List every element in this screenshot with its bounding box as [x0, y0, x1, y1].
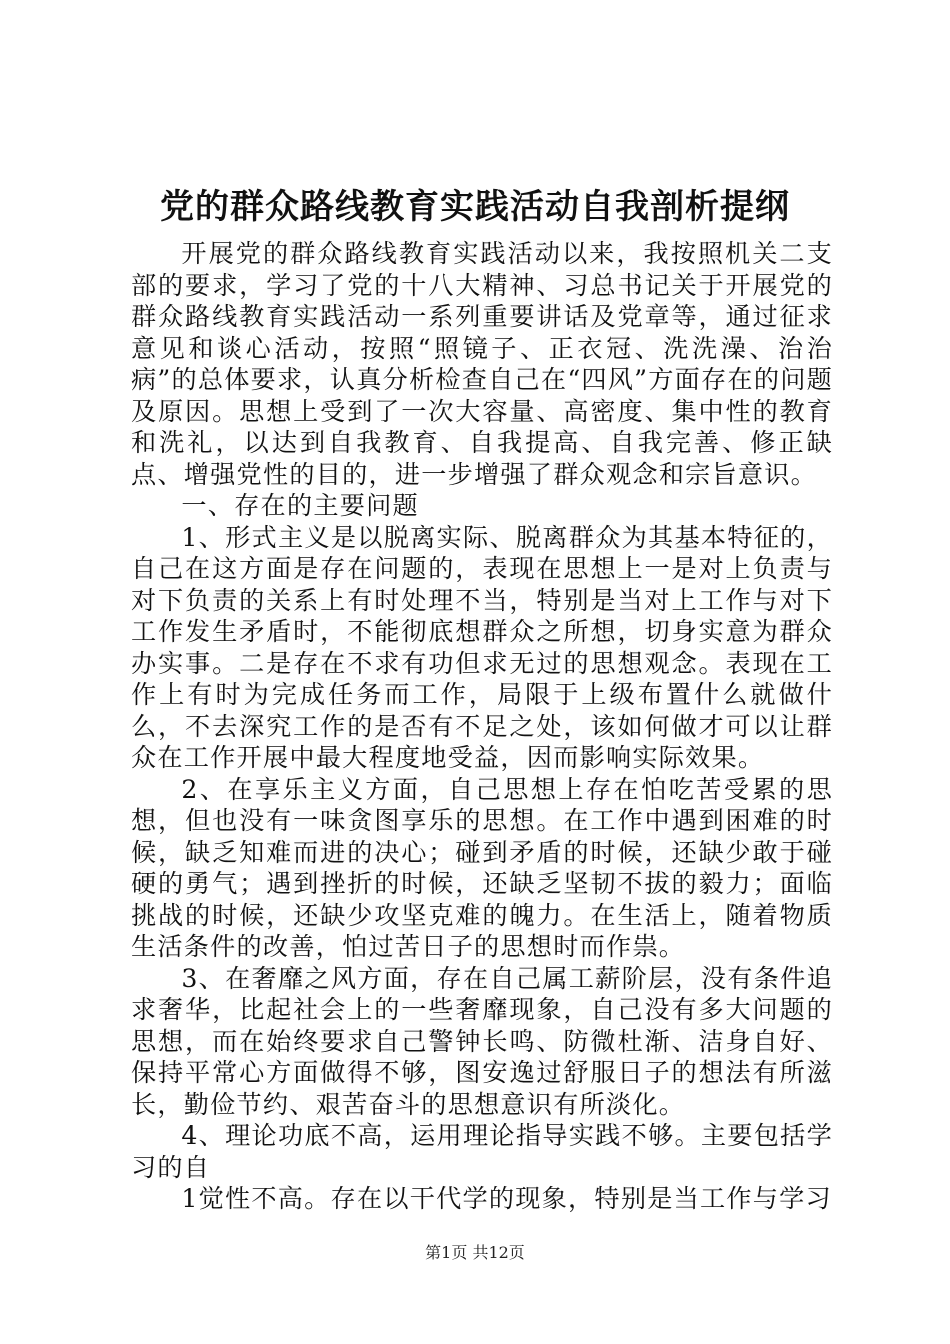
section-heading: 一、存在的主要问题	[181, 491, 419, 520]
paragraph-intro: 开展党的群众路线教育实践活动以来，我按照机关二支部的要求，学习了党的十八大精神、习总书记关于开展党的群众路线教育实践活动一系列重要讲话及党章等，通过征求意见和谈心活动，按照“照镜子、正衣冠、洗洗澡、治治病”的总体要求，认真分析检查自己在“四风”方面存在的问题及原因。思想上受到了一次大容量、高密度、集中性的教育和洗礼，以达到自我教育、自我提高、自我完善、修正缺点、增强党性的目的，进一步增强了群众观念和宗旨意识。	[131, 239, 833, 489]
paragraph-item-1: 1、形式主义是以脱离实际、脱离群众为其基本特征的，自己在这方面是存在问题的，表现在思想上一是对上负责与对下负责的关系上有时处理不当，特别是当对上工作与对下工作发生矛盾时，不能彻底想群众之所想，切身实意为群众办实事。二是存在不求有功但求无过的思想观念。表现在工作上有时为完成任务而工作，局限于上级布置什么就做什么，不去深究工作的是否有不足之处，该如何做才可以让群众在工作开展中最大程度地受益，因而影响实际效果。	[131, 522, 833, 772]
paragraph-item-4-continued: 1觉性不高。存在以干代学的现象，特别是当工作与学习	[181, 1184, 832, 1213]
page-number-footer: 第1页 共12页	[425, 1243, 525, 1262]
document-body	[131, 238, 833, 1215]
paragraph-item-4: 4、理论功底不高，运用理论指导实践不够。主要包括学习的自	[131, 1121, 833, 1182]
document-title: 党的群众路线教育实践活动自我剖析提纲	[160, 187, 790, 227]
paragraph-item-3: 3、在奢靡之风方面，存在自己属工薪阶层，没有条件追求奢华，比起社会上的一些奢靡现象，自己没有多大问题的思想，而在始终要求自己警钟长鸣、防微杜渐、洁身自好、保持平常心方面做得不够，图安逸过舒服日子的想法有所滋长，勤俭节约、艰苦奋斗的思想意识有所淡化。	[131, 963, 833, 1119]
paragraph-item-2: 2、在享乐主义方面，自己思想上存在怕吃苦受累的思想，但也没有一味贪图享乐的思想。在工作中遇到困难的时候，缺乏知难而进的决心；碰到矛盾的时候，还缺少敢于碰硬的勇气；遇到挫折的时候，还缺乏坚韧不拔的毅力；面临挑战的时候，还缺少攻坚克难的魄力。在生活上，随着物质生活条件的改善，怕过苦日子的思想时而作祟。	[131, 774, 833, 961]
